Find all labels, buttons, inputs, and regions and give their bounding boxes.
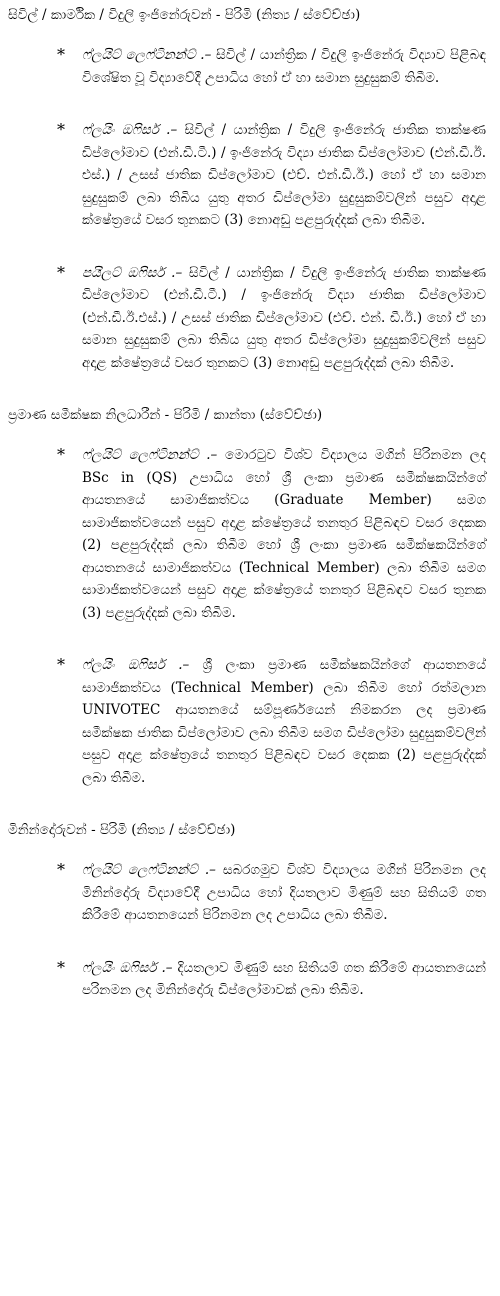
entry-text	[82, 44, 486, 89]
section-engineers	[6, 4, 494, 374]
entry-text	[82, 262, 486, 375]
entry-text	[82, 444, 486, 624]
rank-title: ෆ්ලයිං ඔෆිසර් .–	[82, 122, 178, 138]
section-heading: ප්‍රමාණ සමීක්ෂක නිලධාරීන් - පිරිමි / කාන්තා (ස්වේච්ඡා)	[8, 407, 323, 423]
list-item	[6, 654, 494, 789]
bullet-asterisk: *	[57, 860, 65, 879]
qualification-text: සබරගමුව විශ්ව විද්‍යාලය මගින් පිරිනමන ලද මිනින්දෝරු විද්‍යාවේදී උපාධිය හෝ දියතලාව මිණුම් සහ සිතියම් ගත කිරීමේ ආයතනයෙන් පිරිනමන ලද උපාධිය ලබා තිබීම.	[82, 862, 486, 923]
bullet-asterisk: *	[57, 45, 65, 64]
list-item	[6, 262, 494, 375]
entry-text	[82, 119, 486, 232]
section-surveyors	[6, 819, 494, 1002]
qualification-text: දියතලාව මිණුම් සහ සිතියම් ගත කිරීමේ ආයතනයෙන් පරිනමන ලද මිනින්දෝරු ඩිප්ලෝමාවක් ලබා තිබීම.	[82, 959, 486, 998]
qualification-text: සිවිල් / යාන්ත්‍රික / විදුලි ඉංජිනේරු ජාතික තාක්ෂණ ඩිප්ලෝමාව (එන්.ඩී.ටී.) / ඉංජිනේරු විද්‍යා ජාතික ඩිප්ලෝමාව (එන්.ඩී.ඊ.එස්.) / උසස් ජාතික ඩිප්ලෝමාව (එච්. එන්. ඩී.ඊ.) හෝ ඒ හා සමාන සුදුසුකම් ලබා තිබිය යුතු අතර ඩිප්ලෝමා සුදුසුකම්වලින් පසුව අදාළ ක්ෂේත්‍රයේ වසර තුනකට (3) නොඅඩු පළපුරුද්දක් ලබා තිබීම.	[82, 264, 487, 371]
rank-title: ෆ්ලයිං ඔෆිසර් .–	[82, 657, 190, 673]
bullet-asterisk: *	[57, 957, 65, 977]
qualification-text: මොරටුව විශ්ව විද්‍යාලය මගින් පිරිනමන ලද BSc in (QS) උපාධිය හෝ ශ්‍රී ලංකා ප්‍රමාණ සමීක්ෂකයින්ගේ ආයතනයේ සාමාජිකත්වය (Graduate Member) සමග සාමාජිකත්වයෙන් පසුව අදාළ ක්ෂේත්‍රයේ තනතුර පිළිබඳව වසර දෙකක (2) පළපුරුද්දක් ලබා තිබීම හෝ ශ්‍රී ලංකා ප්‍රමාණ සමීක්ෂකයින්ගේ ආයතනයේ සාමාජිකත්වය (Technical Member) ලබා තිබීම සමග සාමාජිකත්වයෙන් පසුව අදාළ ක්ෂේත්‍රයේ තනතුර පිළිබඳව වසර තුනක (3) පළපුරුද්දක් ලබා තිබීම.	[82, 447, 486, 621]
bullet-asterisk: *	[57, 655, 65, 674]
section-heading: මිනින්දෝරුවන් - පිරිමි (නිත්‍ය / ස්වේච්ඡා)	[8, 822, 236, 838]
bullet-asterisk: *	[57, 445, 65, 464]
section-heading: සිවිල් / කාර්මික / විදුලි ඉංජිනේරුවන් - පිරිමි (නිත්‍ය / ස්වේච්ඡා)	[8, 7, 361, 23]
entry-text	[82, 654, 486, 789]
bullet-asterisk: *	[57, 262, 65, 282]
entry-text	[82, 859, 486, 927]
rank-title: පයිලට් ඔෆිසර් .–	[82, 264, 183, 281]
list-item	[6, 44, 494, 89]
rank-title: ෆ්ලයිට් ලෙෆ්ටිනන්ට් .–	[82, 447, 218, 463]
rank-title: ෆ්ලයිට් ලෙෆ්ටිනන්ට් .–	[82, 862, 216, 878]
qualification-text: ශ්‍රී ලංකා ප්‍රමාණ සමීක්ෂකයින්ගේ ආයතනයේ සාමාජිකත්වය (Technical Member) ලබා තිබීම හෝ රත්මලාන UNIVOTEC ආයතනයේ සම්පූර්ණයෙන් නිමකරන ලද ප්‍රමාණ සමීක්ෂක ජාතික ඩිප්ලෝමාව ලබා තිබීම සමග ඩිප්ලෝමා සුදුසුකම්වලින් පසුව අදාළ ක්ෂේත්‍රයේ තනතුර පිළිබඳව වසර දෙකක (2) පළපුරුද්දක් ලබා තිබීම.	[82, 657, 486, 786]
entry-text	[82, 957, 486, 1002]
rank-title: ෆ්ලයිට් ලෙෆ්ටිනන්ට් .–	[82, 47, 212, 63]
qualification-text: සිවිල් / යාන්ත්‍රික / විදුලි ඉංජිනේරු ජාතික තාක්ෂණ ඩිප්ලෝමාව (එන්.ඩී.ටී.) / ඉංජිනේරු විද්‍යා ජාතික ඩිප්ලෝමාව (එන්.ඩී.ඊ. එස්.) / උසස් ජාතික ඩිප්ලෝමාව (එච්. එන්.ඩී.ඊ.) හෝ ඒ හා සමාන සුදුසුකම් ලබා තිබිය යුතු අතර ඩිප්ලෝමා සුදුසුකම්වලින් පසුව අදාළ ක්ෂේත්‍රයේ වසර තුනකට (3) නොඅඩු පළපුරුද්දක් ලබා තිබීම.	[82, 122, 486, 228]
list-item	[6, 119, 494, 232]
qualification-text: සිවිල් / යාන්ත්‍රික / විදුලි ඉංජිනේරු විද්‍යාව පිළිබඳ විශේෂිත වූ විද්‍යාවේදී උපාධිය හෝ ඒ හා සමාන සුදුසුකම් තිබීම.	[82, 47, 486, 86]
list-item	[6, 859, 494, 927]
rank-title: ෆ්ලයිං ඔෆිසර් .–	[82, 959, 173, 976]
list-item	[6, 957, 494, 1002]
bullet-asterisk: *	[57, 120, 65, 139]
section-quantity-surveyors	[6, 404, 494, 789]
list-item	[6, 444, 494, 624]
